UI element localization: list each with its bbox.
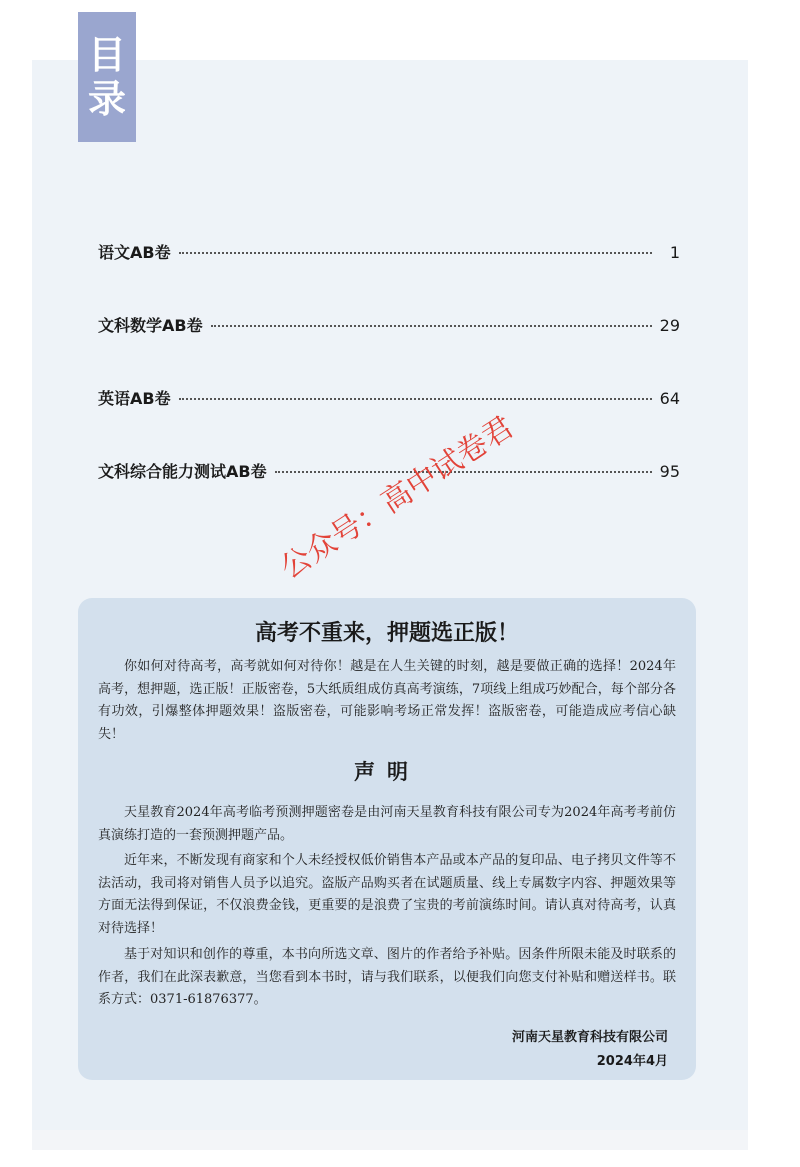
watermark-text: 公众号：高中试卷君 [274, 409, 520, 587]
toc-leader-dots [275, 471, 652, 473]
toc-entry-liberal-arts[interactable] [98, 459, 680, 491]
toc-entry-page: 64 [659, 389, 680, 408]
toc-entry-math[interactable] [98, 313, 680, 345]
toc-entry-title: 语文AB卷 [98, 243, 171, 262]
declaration-paragraph-3: 基于对知识和创作的尊重，本书向所选文章、图片的作者给予补贴。因条件所限未能及时联系的作者，我们在此深表歉意，当您看到本书时，请与我们联系，以便我们向您支付补贴和赠送样书。联系方式：0371-61876377。 [98, 947, 676, 1007]
contents-tab-char-2: 录 [87, 77, 126, 121]
toc-entry-title: 文科数学AB卷 [98, 316, 203, 335]
notice-title: 高考不重来，押题选正版！ [254, 621, 519, 646]
toc-entry-page: 95 [659, 462, 680, 481]
toc-leader-dots [179, 252, 652, 254]
toc-entry-chinese[interactable] [98, 240, 680, 272]
contents-tab [78, 12, 136, 142]
declaration-paragraph-2: 近年来，不断发现有商家和个人未经授权低价销售本产品或本产品的复印品、电子拷贝文件等不法活动，我司将对销售人员予以追究。盗版产品购买者在试题质量、线上专属数字内容、押题效果等方面无法得到保证，不仅浪费金钱，更重要的是浪费了宝贵的考前演练时间。请认真对待高考，认真对待选择！ [98, 853, 676, 936]
notice-box [78, 598, 696, 1080]
contents-tab-char-1: 目 [87, 33, 126, 77]
page-bottom-strip [32, 1130, 748, 1150]
toc-entry-page: 29 [659, 316, 680, 335]
toc-leader-dots [211, 325, 652, 327]
declaration-paragraph-1: 天星教育2024年高考临考预测押题密卷是由河南天星教育科技有限公司专为2024年高考考前仿真演练打造的一套预测押题产品。 [98, 805, 676, 843]
table-of-contents [98, 240, 680, 532]
toc-leader-dots [179, 398, 652, 400]
notice-paragraph: 你如何对待高考，高考就如何对待你！越是在人生关键的时刻，越是要做正确的选择！2024年高考，想押题，选正版！正版密卷，5大纸质组成仿真高考演练，7项线上组成巧妙配合，每个部分各有功效，引爆整体押题效果！盗版密卷，可能影响考场正常发挥！盗版密卷，可能造成应考信心缺失！ [98, 659, 676, 742]
toc-entry-page: 1 [669, 243, 680, 262]
toc-entry-title: 英语AB卷 [98, 389, 171, 408]
toc-entry-english[interactable] [98, 386, 680, 418]
company-name: 河南天星教育科技有限公司 [511, 1030, 668, 1045]
declaration-title: 声明 [354, 760, 420, 784]
publish-date: 2024年4月 [596, 1054, 668, 1069]
toc-entry-title: 文科综合能力测试AB卷 [98, 462, 267, 481]
